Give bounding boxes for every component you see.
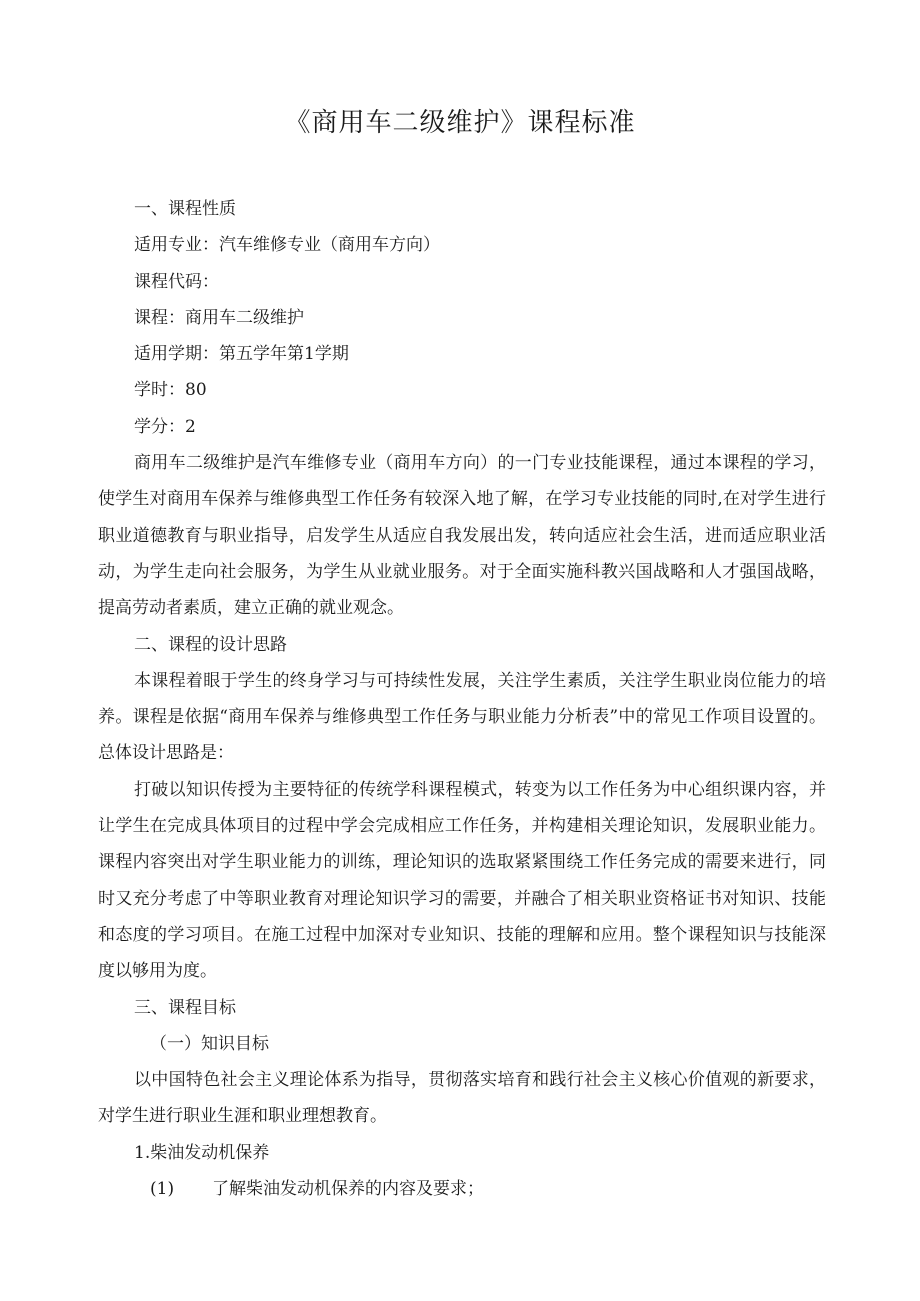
section-heading-nature: 一、课程性质 <box>134 199 236 219</box>
sub-list-item-text: 了解柴油发动机保养的内容及要求； <box>212 1179 484 1200</box>
document-body <box>98 191 826 1207</box>
field-applicable-term: 适用学期：第五学年第1学期 <box>134 344 349 365</box>
field-credits: 学分：2 <box>134 416 196 437</box>
sub-list-item-number: (1) <box>150 1179 175 1200</box>
field-applicable-major: 适用专业：汽车维修专业（商用车方向） <box>134 235 440 256</box>
sub-list-item <box>98 1171 826 1207</box>
design-paragraph-1: 本课程着眼于学生的终身学习与可持续性发展，关注学生素质，关注学生职业岗位能力的培养。课程是依据“商用车保养与维修典型工作任务与职业能力分析表”中的常见工作项目设置的。总体设计思路是： <box>98 670 826 764</box>
document-title: 《商用车二级维护》课程标准 <box>284 108 636 138</box>
list-item-diesel-engine: 1.柴油发动机保养 <box>134 1142 270 1163</box>
field-class-hours: 学时：80 <box>134 380 207 401</box>
design-paragraph-2: 打破以知识传授为主要特征的传统学科课程模式，转变为以工作任务为中心组织课内容，并让学生在完成具体项目的过程中学会完成相应工作任务，并构建相关理论知识，发展职业能力。课程内容突出对学生职业能力的训练，理论知识的选取紧紧围绕工作任务完成的需要来进行，同时又充分考虑了中等职业教育对理论知识学习的需要，并融合了相关职业资格证书对知识、技能和态度的学习项目。在施工过程中加深对专业知识、技能的理解和应用。整个课程知识与技能深度以够用为度。 <box>98 779 826 982</box>
subsection-heading-knowledge: （一）知识目标 <box>150 1033 269 1054</box>
course-nature-paragraph: 商用车二级维护是汽车维修专业（商用车方向）的一门专业技能课程，通过本课程的学习，使学生对商用车保养与维修典型工作任务有较深入地了解，在学习专业技能的同时,在对学生进行职业道德教育与职业指导，启发学生从适应自我发展出发，转向适应社会生活，进而适应职业活动，为学生走向社会服务，为学生从业就业服务。对于全面实施科教兴国战略和人才强国战略，提高劳动者素质，建立正确的就业观念。 <box>98 453 826 619</box>
field-course-code: 课程代码： <box>134 271 219 292</box>
section-heading-objectives: 三、课程目标 <box>134 997 236 1018</box>
objectives-paragraph: 以中国特色社会主义理论体系为指导，贯彻落实培育和践行社会主义核心价值观的新要求，对学生进行职业生涯和职业理想教育。 <box>98 1070 826 1127</box>
field-course-name: 课程：商用车二级维护 <box>134 307 304 328</box>
section-heading-design: 二、课程的设计思路 <box>134 634 287 655</box>
